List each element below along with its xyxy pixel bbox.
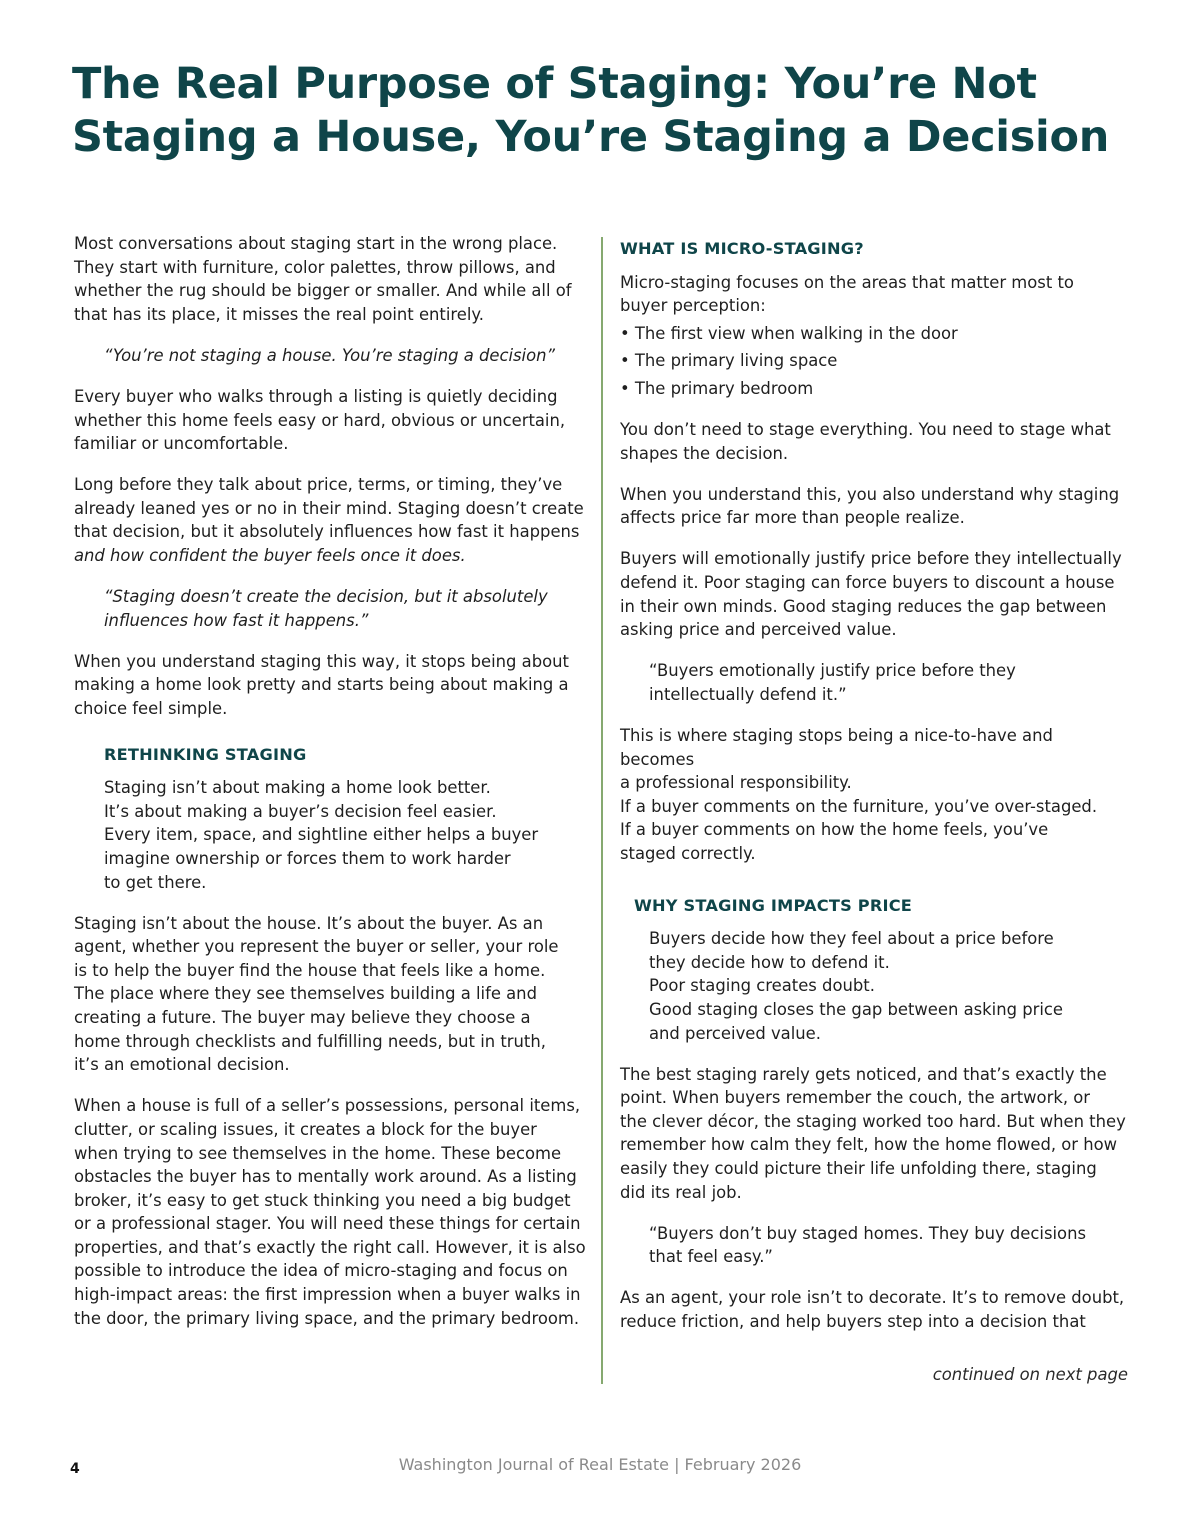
page-number: 4 (70, 1461, 80, 1477)
section-heading-price: WHY STAGING IMPACTS PRICE (634, 895, 913, 915)
pull-quote: “Buyers don’t buy staged homes. They buy decisions that feel easy.” (649, 1223, 1087, 1267)
paragraph: The best staging rarely gets noticed, and that’s exactly the point. When buyers remember the couch, the artwork, or the clever décor, the staging worked too hard. But when they remember how calm they felt, how the home flowed, or how easily they could picture their life unfolding there, staging did its real job. (620, 1064, 1126, 1202)
paragraph (74, 473, 594, 567)
bullet-list (620, 322, 1135, 401)
article-title: The Real Purpose of Staging: You’re Not Staging a House, You’re Staging a Decision (72, 59, 1110, 162)
paragraph-text: Long before they talk about price, terms, or timing, they’ve already leaned yes or no in their mind. Staging doesn’t create that decision, but it absolutely influences how fast it happens (74, 475, 584, 542)
price-block: Buyers decide how they feel about a price before they decide how to defend it. Poor staging creates doubt. Good staging closes the gap between asking price and perceived value. (649, 929, 1063, 1043)
paragraph-italic-text: and how confident the buyer feels once it does. (74, 546, 466, 566)
paragraph: Micro-staging focuses on the areas that matter most to buyer perception: (620, 272, 1074, 316)
paragraph: When you understand staging this way, it stops being about making a home look pretty and starts being about making a choice feel simple. (74, 651, 569, 718)
list-item: • The primary bedroom (620, 377, 1135, 401)
pull-quote: “Buyers emotionally justify price before they intellectually defend it.” (649, 661, 1016, 704)
section-heading-rethinking: RETHINKING STAGING (104, 744, 307, 764)
paragraph: When you understand this, you also understand why staging affects price far more than people realize. (620, 484, 1120, 528)
paragraph: Staging isn’t about the house. It’s about the buyer. As an agent, whether you represent the buyer or seller, your role is to help the buyer find the house that feels like a home. The place where they see themselves building a life and creating a future. The buyer may believe they choose a home through checklists and fulfilling needs, but in truth, it’s an emotional decision. (74, 913, 559, 1075)
column-divider (601, 237, 603, 1384)
paragraph: You don’t need to stage everything. You need to stage what shapes the decision. (620, 420, 1111, 463)
paragraph: When a house is full of a seller’s possessions, personal items, clutter, or scaling issues, it creates a block for the buyer when trying to see themselves in the home. These become obstacles the buyer has to mentally work around. As a listing broker, it’s easy to get stuck thinking you need a big budget or a professional stager. You will need these things for certain properties, and that’s exactly the right call. However, it is also possible to introduce the idea of micro-staging and focus on high-impact areas: the first impression when a buyer walks in the door, the primary living space, and the primary bedroom. (74, 1096, 586, 1328)
list-item: • The primary living space (620, 349, 1135, 373)
paragraph: As an agent, your role isn’t to decorate. It’s to remove doubt, reduce friction, and help buyers step into a decision that (620, 1288, 1125, 1331)
paragraph: Every buyer who walks through a listing is quietly deciding whether this home feels easy or hard, obvious or uncertain, familiar or uncomfortable. (74, 386, 566, 454)
pull-quote: “Staging doesn’t create the decision, but it absolutely influences how fast it happens.” (104, 587, 548, 630)
pull-quote: “You’re not staging a house. You’re staging a decision” (104, 345, 556, 365)
paragraph: This is where staging stops being a nice-to-have and becomes a professional responsibility. If a buyer comments on the furniture, you’ve over-staged. If a buyer comments on how the home feels, you’ve staged correctly. (620, 726, 1098, 863)
list-item: • The first view when walking in the door (620, 322, 1135, 346)
paragraph: Most conversations about staging start in the wrong place. They start with furniture, color palettes, throw pillows, and whether the rug should be bigger or smaller. And while all of that has its place, it misses the real point entirely. (74, 234, 572, 324)
rethinking-block: Staging isn’t about making a home look better. It’s about making a buyer’s decision feel easier. Every item, space, and sightline either helps a buyer imagine ownership or forces them to work harder to get there. (104, 778, 539, 892)
right-column (620, 237, 1135, 1351)
section-heading-micro-staging: WHAT IS MICRO-STAGING? (620, 239, 864, 258)
continued-note: continued on next page (932, 1365, 1128, 1384)
page-footer: Washington Journal of Real Estate | February 2026 (398, 1455, 802, 1474)
left-column (74, 232, 594, 1348)
paragraph: Buyers will emotionally justify price before they intellectually defend it. Poor staging can force buyers to discount a house in their own minds. Good staging reduces the gap between asking price and perceived value. (620, 549, 1122, 640)
